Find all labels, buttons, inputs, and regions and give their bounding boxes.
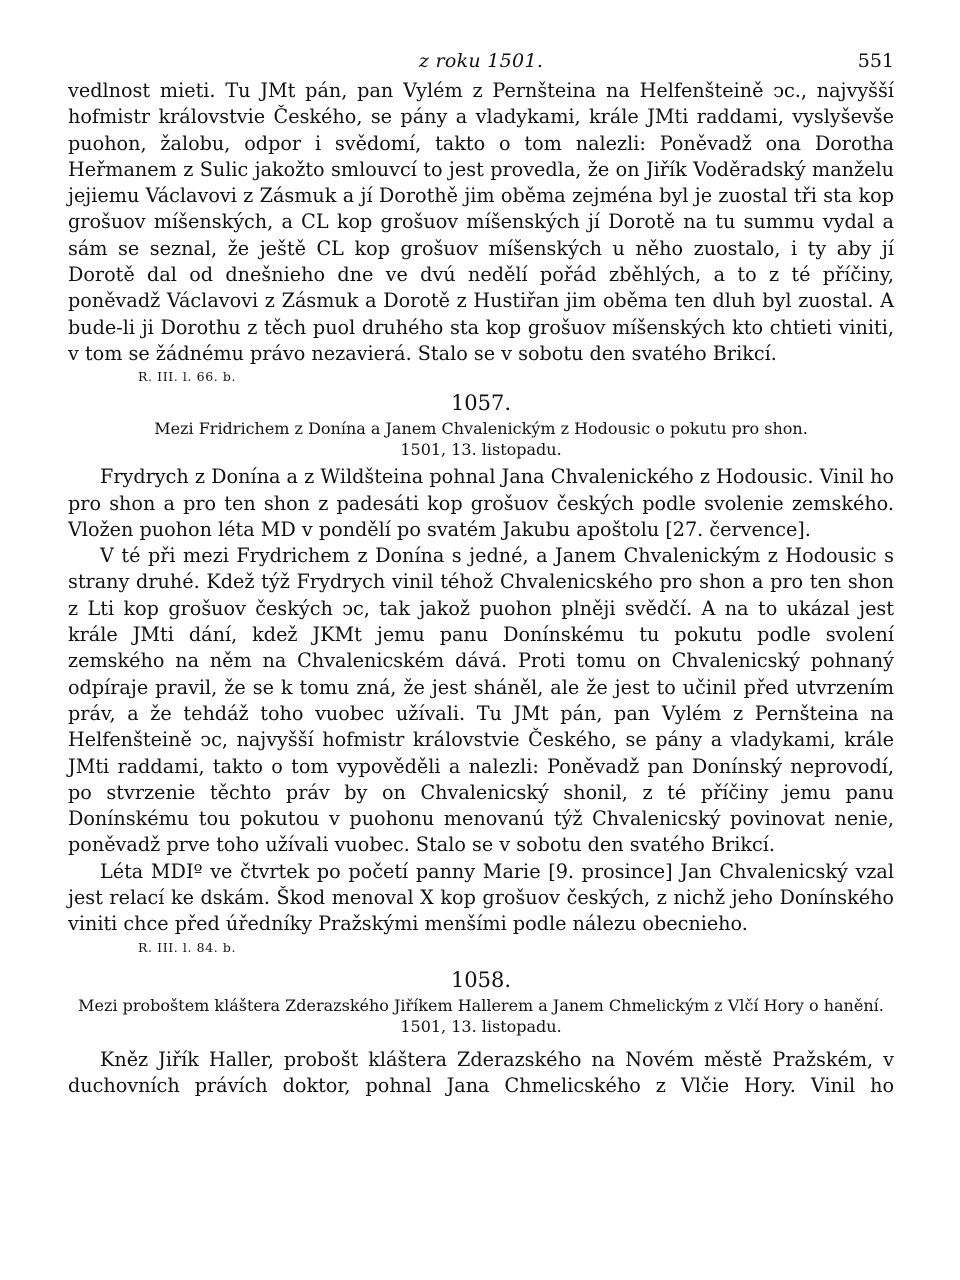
paragraph-1057-2: V té při mezi Frydrichem z Donína s jedné, a Janem Chvalenickým z Hodousic s strany druhé. Kdež týž Frydrych vinil téhož Chvalenicského pro shon a pro ten shon z Lti kop grošuov českých ↄc, tak jakož puohon plněji svědčí. A na to ukázal jest krále JMti dání, kdež JKMt jemu panu Donínskému tu pokutu podle svolení zemského na něm na Chvalenicském dává. Proti tomu on Chvalenicský pohnaný odpíraje pravil, že se k tomu zná, že jest sháněl, ale že jest to učinil před utvrzením práv, a že tehdáž toho vuobec užívali. Tu JMt pán, pan Vylém z Pernšteina na Helfenšteině ↄc, najvyšší hofmistr královstvie Českého, se pány a vladykami, krále JMti raddami, takto o tom vypověděli a nalezli: Poněvadž pan Donínský neprovodí, po stvrzenie těchto práv by on Chvalenicský shonil, z té příčiny jemu panu Donínskému tou pokutou v puohonu menovanú týž Chvalenicský povinovat nenie, poněvadž prve toho užívali vuobec. Stalo se v sobotu den svatého Brikcí. <box>68 544 894 857</box>
regest-1057: Mezi Fridrichem z Donína a Janem Chvalenickým z Hodousic o pokutu pro shon. <box>154 419 808 439</box>
paragraph-1057-1: Frydrych z Donína a z Wildšteina pohnal Jana Chvalenického z Hodousic. Vinil ho pro shon a pro ten shon z padesáti kop grošuov českých podle svolenie zemského. Vložen puohon léta MD v pondělí po svatém Jakubu apoštolu [27. července]. <box>68 465 894 541</box>
paragraph-1058-1: Kněz Jiřík Haller, probošt kláštera Zderazského na Novém městě Pražském, v duchovních právích doktor, pohnal Jana Chmelicského z Vlčie Hory. Vinil ho <box>68 1047 894 1097</box>
continued-paragraph: vedlnost mieti. Tu JMt pán, pan Vylém z Pernšteina na Helfenšteině ↄc., najvyšší hofmistr královstvie Českého, se pány a vladykami, krále JMti raddami, vyslyševše puohon, žalobu, odpor i svědomí, takto o tom nalezli: Poněvadž ona Dorotha Heřmanem z Sulic jakožto smlouvcí to jest provedla, že on Jiřík Voděradský manželu jejiemu Václavovi z Zásmuk a jí Dorothě jim oběma zejména byl je zuostal tři sta kop grošuov míšenských, a CL kop grošuov míšenských jí Dorotě na tu summu vydal a sám se seznal, že ještě CL kop grošuov míšenských u něho zuostalo, i ty aby jí Dorotě dal od dnešnieho dne ve dvú nedělí pořád zběhlých, a to z té příčiny, poněvadž Václavovi z Zásmuk a Dorotě z Hustiřan jim oběma ten dluh byl zuostal. A bude-li ji Dorothu z těch puol druhého sta kop grošuov míšenských kto chtieti viniti, v tom se žádnému právo nezavierá. Stalo se v sobotu den svatého Brikcí. <box>68 79 894 365</box>
archive-reference: R. III. l. 84. b. <box>138 939 237 955</box>
book-page <box>68 42 894 1099</box>
page-number: 551 <box>857 50 894 72</box>
regest-1058: Mezi proboštem kláštera Zderazského Jiříkem Hallerem a Janem Chmelickým z Vlčí Hory o hanění. 1501, 13. listopadu. <box>78 995 884 1036</box>
document-number-1058: 1058. <box>450 967 512 992</box>
archive-reference: R. III. l. 66. b. <box>138 369 237 385</box>
page-header <box>68 42 894 78</box>
date-1057: 1501, 13. listopadu. <box>400 440 562 460</box>
document-number-1057: 1057. <box>450 391 512 416</box>
running-title: z roku 1501. <box>418 50 544 72</box>
paragraph-1057-3: Léta MDIº ve čtvrtek po početí panny Marie [9. prosince] Jan Chvalenicský vzal jest relací ke dskám. Škod menoval X kop grošuov českých, z nichž jeho Donínského viniti chce před úředníky Pražskými menšími podle nálezu obecnieho. <box>68 859 894 936</box>
